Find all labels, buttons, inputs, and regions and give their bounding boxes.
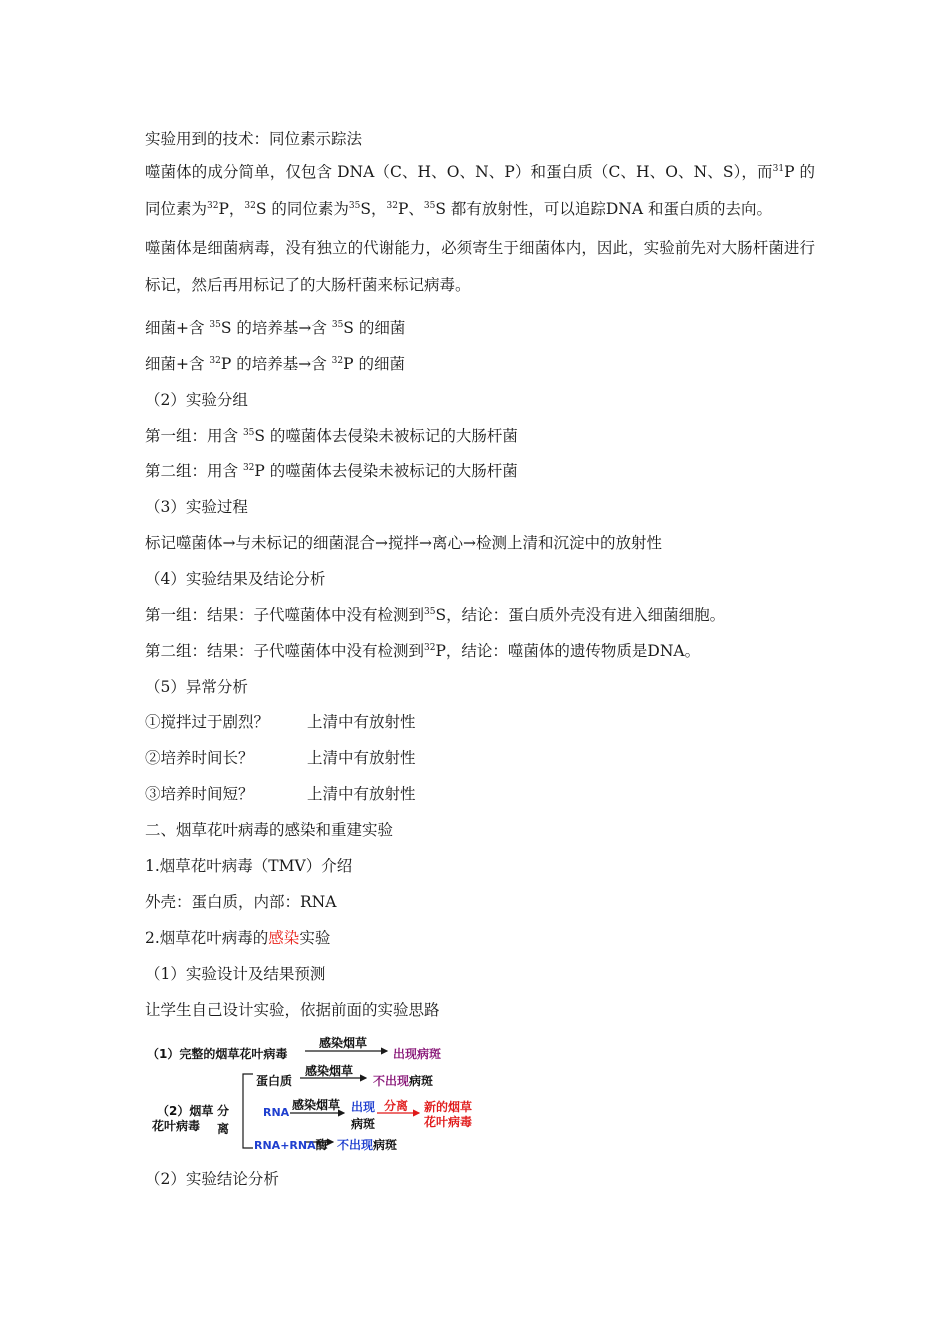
text-line: 第一组：结果：子代噬菌体中没有检测到$^{35}$S，结论：蛋白质外壳没有进入细菌细胞。 (145, 606, 726, 624)
split-bracket (243, 1074, 253, 1148)
section-heading: （5）异常分析 (145, 678, 248, 696)
row2-label-b: 花叶病毒 (152, 1119, 201, 1133)
rna-enzyme-label: RNA+RNA酶 (254, 1138, 328, 1152)
rna-enzyme-result: 不出现病斑 (337, 1138, 398, 1152)
rna-result-b: 花叶病毒 (424, 1115, 473, 1129)
split-label-b: 离 (217, 1122, 230, 1136)
paragraph-isotopes: 噬菌体的成分简单，仅包含 DNA（C、H、O、N、P）和蛋白质（C、H、O、N、S），而$^{31}$P 的同位素为$^{32}$P，$^{32}$S 的同位素为$^{35}$S，$^{32}$P、$^{35}$S 都有放射性，可以追踪DNA 和蛋白质的去向。 (145, 163, 816, 218)
rna-label: RNA (263, 1106, 290, 1119)
text-line: 标记噬菌体→与未标记的细菌混合→搅拌→离心→检测上清和沉淀中的放射性 (145, 534, 662, 552)
rna-arrow-label: 感染烟草 (292, 1098, 341, 1112)
section-heading: （1）实验设计及结果预测 (145, 965, 326, 983)
text-line: 第一组：用含 $^{35}$S 的噬菌体去侵染未被标记的大肠杆菌 (145, 427, 518, 445)
rna-mid-b: 病斑 (351, 1117, 376, 1131)
row1-result: 出现病斑 (393, 1047, 442, 1061)
text-line: 第二组：用含 $^{32}$P 的噬菌体去侵染未被标记的大肠杆菌 (145, 462, 518, 480)
text-line: 2.烟草花叶病毒的感染实验 (145, 929, 331, 947)
row2-label-a: （2）烟草 (157, 1104, 214, 1118)
rna-arrow2-label: 分离 (384, 1099, 409, 1113)
protein-arrow-label: 感染烟草 (305, 1064, 354, 1078)
text-line: 细菌+含 $^{35}$S 的培养基→含 $^{35}$S 的细菌 (145, 319, 406, 337)
row1-arrow-label: 感染烟草 (319, 1036, 368, 1050)
section-heading: （2）实验分组 (145, 391, 248, 409)
split-label-a: 分 (217, 1104, 230, 1118)
text-line: 1.烟草花叶病毒（TMV）介绍 (145, 857, 353, 875)
text-line: 让学生自己设计实验，依据前面的实验思路 (145, 1001, 440, 1019)
text-line: 实验用到的技术：同位素示踪法 (145, 130, 363, 148)
list-item: ①搅拌过于剧烈？ 上清中有放射性 (145, 713, 416, 731)
list-item: ②培养时间长？ 上清中有放射性 (145, 749, 416, 767)
text-line: 细菌+含 $^{32}$P 的培养基→含 $^{32}$P 的细菌 (145, 355, 405, 373)
row1-label: （1）完整的烟草花叶病毒 (147, 1047, 288, 1061)
section-heading: （2）实验结论分析 (145, 1170, 279, 1188)
text-line: 第二组：结果：子代噬菌体中没有检测到$^{32}$P，结论：噬菌体的遗传物质是DNA。 (145, 642, 701, 660)
list-item: ③培养时间短？ 上清中有放射性 (145, 785, 416, 803)
rna-mid-a: 出现 (351, 1100, 376, 1114)
rna-result-a: 新的烟草 (424, 1100, 473, 1114)
section-heading: 二、烟草花叶病毒的感染和重建实验 (145, 821, 394, 839)
section-heading: （3）实验过程 (145, 498, 248, 516)
text-line: 外壳：蛋白质，内部：RNA (145, 893, 337, 911)
protein-result: 不出现病斑 (373, 1074, 434, 1088)
tmv-experiment-diagram (145, 1034, 495, 1158)
paragraph-labeling: 噬菌体是细菌病毒，没有独立的代谢能力，必须寄生于细菌体内，因此，实验前先对大肠杆菌进行标记，然后再用标记了的大肠杆菌来标记病毒。 (145, 239, 815, 294)
section-heading: （4）实验结果及结论分析 (145, 570, 326, 588)
protein-label: 蛋白质 (256, 1074, 293, 1088)
